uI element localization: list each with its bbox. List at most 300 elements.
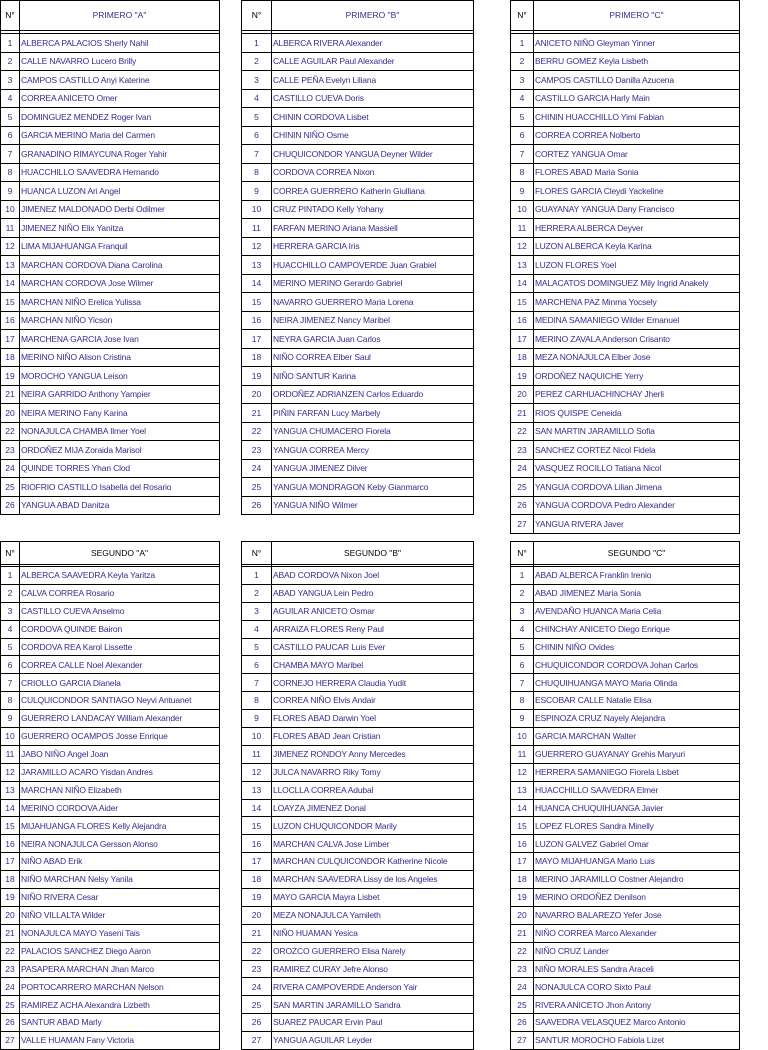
student-row — [242, 781, 474, 799]
number-column-header: N° — [511, 542, 534, 565]
student-number: 16 — [1, 835, 20, 853]
student-name: NEIRA NONAJULCA Gersson Alonso — [20, 835, 220, 853]
student-number: 13 — [242, 781, 272, 799]
student-row — [1, 52, 220, 71]
number-column-header: N° — [242, 542, 272, 565]
student-name: PEREZ CARHUACHINCHAY Jherli — [534, 385, 740, 404]
student-row — [1, 728, 220, 746]
student-name: NIÑO CORREA Elber Saul — [272, 348, 474, 367]
student-row — [511, 853, 740, 871]
student-number: 13 — [1, 781, 20, 799]
student-name: CHININ HUACCHILLO Yimi Fabian — [534, 108, 740, 127]
student-number: 19 — [242, 889, 272, 907]
student-row — [242, 656, 474, 674]
student-name: MARCHAN NIÑO Elizabeth — [20, 781, 220, 799]
student-number: 20 — [242, 906, 272, 924]
roster-table — [241, 0, 474, 515]
student-row — [511, 515, 740, 534]
student-name: HERRERA GARCIA Iris — [272, 237, 474, 256]
student-number: 26 — [242, 496, 272, 515]
student-name: CASTILLO PAUCAR Luis Ever — [272, 638, 474, 656]
student-number: 8 — [1, 163, 20, 182]
student-row — [242, 924, 474, 942]
student-number: 24 — [511, 978, 534, 996]
number-column-header: N° — [511, 1, 534, 31]
section-title: SEGUNDO "B" — [272, 542, 474, 565]
student-number: 17 — [242, 853, 272, 871]
student-number: 16 — [511, 311, 534, 330]
student-name: RIVERA ANICETO Jhon Antony — [534, 996, 740, 1014]
student-name: CALLE NAVARRO Lucero Brilly — [20, 52, 220, 71]
student-row — [511, 692, 740, 710]
student-number: 10 — [1, 728, 20, 746]
student-row — [511, 348, 740, 367]
student-number: 7 — [511, 145, 534, 164]
student-number: 27 — [242, 1032, 272, 1050]
student-name: ALBERCA PALACIOS Sherly Nahil — [20, 34, 220, 53]
student-row — [1, 853, 220, 871]
student-row — [242, 889, 474, 907]
student-number: 10 — [511, 728, 534, 746]
student-name: ALBERCA RIVERA Alexander — [272, 34, 474, 53]
student-number: 4 — [1, 620, 20, 638]
student-name: GUAYANAY YANGUA Dany Francisco — [534, 200, 740, 219]
student-name: SAN MARTIN JARAMILLO Sandra — [272, 996, 474, 1014]
student-number: 12 — [1, 237, 20, 256]
student-number: 23 — [242, 441, 272, 460]
student-number: 17 — [1, 853, 20, 871]
student-number: 16 — [242, 311, 272, 330]
student-number: 21 — [511, 924, 534, 942]
student-number: 7 — [242, 145, 272, 164]
student-row — [242, 237, 474, 256]
student-row — [1, 567, 220, 585]
student-row — [1, 817, 220, 835]
student-number: 9 — [1, 710, 20, 728]
student-name: LLOCLLA CORREA Adubal — [272, 781, 474, 799]
student-row — [511, 163, 740, 182]
student-name: HUANCA CHUQUIHUANGA Javier — [534, 799, 740, 817]
student-row — [242, 728, 474, 746]
student-row — [1, 638, 220, 656]
student-name: SANCHEZ CORTEZ Nicol Fidela — [534, 441, 740, 460]
roster-header-row — [511, 542, 740, 565]
student-row — [1, 889, 220, 907]
student-row — [1, 871, 220, 889]
student-row — [1, 367, 220, 386]
student-row — [511, 656, 740, 674]
student-name: ARRAIZA FLORES Reny Paul — [272, 620, 474, 638]
student-name: YANGUA CHUMACERO Fiorela — [272, 422, 474, 441]
student-number: 14 — [242, 799, 272, 817]
student-row — [511, 52, 740, 71]
student-row — [242, 584, 474, 602]
student-row — [1, 441, 220, 460]
student-name: NEIRA MERINO Fany Karina — [20, 404, 220, 423]
student-name: NONAJULCA CHAMBA Ilmer Yoel — [20, 422, 220, 441]
student-row — [1, 71, 220, 90]
student-row — [242, 34, 474, 53]
student-number: 24 — [242, 978, 272, 996]
student-name: FLORES ABAD Darwin Yoel — [272, 710, 474, 728]
student-number: 2 — [1, 584, 20, 602]
student-row — [511, 496, 740, 515]
roster-header-row — [511, 1, 740, 31]
student-name: CHUQUICONDOR YANGUA Deyner Wilder — [272, 145, 474, 164]
student-number: 13 — [242, 256, 272, 275]
student-number: 17 — [242, 330, 272, 349]
student-name: CALLE AGUILAR Paul Alexander — [272, 52, 474, 71]
student-number: 8 — [1, 692, 20, 710]
student-name: ABAD CORDOVA Nixon Joel — [272, 567, 474, 585]
student-name: YANGUA CORDOVA Pedro Alexander — [534, 496, 740, 515]
student-row — [242, 638, 474, 656]
student-row — [1, 256, 220, 275]
student-name: PORTOCARRERO MARCHAN Nelson — [20, 978, 220, 996]
student-number: 1 — [242, 34, 272, 53]
student-number: 5 — [511, 108, 534, 127]
student-name: RAMIREZ CURAY Jefre Alonso — [272, 960, 474, 978]
student-name: CHUQUIHUANGA MAYO Maria Olinda — [534, 674, 740, 692]
student-number: 1 — [511, 34, 534, 53]
student-row — [511, 256, 740, 275]
student-number: 7 — [242, 674, 272, 692]
student-name: RIVERA CAMPOVERDE Anderson Yair — [272, 978, 474, 996]
student-row — [511, 763, 740, 781]
student-row — [242, 71, 474, 90]
student-row — [511, 108, 740, 127]
student-name: CAMPOS CASTILLO Anyi Katerine — [20, 71, 220, 90]
student-number: 6 — [1, 126, 20, 145]
student-name: NIÑO VILLALTA Wilder — [20, 906, 220, 924]
student-name: CORTEZ YANGUA Omar — [534, 145, 740, 164]
student-name: MOROCHO YANGUA Leison — [20, 367, 220, 386]
student-name: FLORES ABAD Jean Cristian — [272, 728, 474, 746]
student-number: 12 — [242, 237, 272, 256]
student-name: CASTILLO GARCIA Harly Main — [534, 89, 740, 108]
student-row — [242, 763, 474, 781]
student-name: MARCHAN CORDOVA Diana Carolina — [20, 256, 220, 275]
student-name: YANGUA CORDOVA Lilian Jimena — [534, 478, 740, 497]
student-row — [511, 404, 740, 423]
student-row — [242, 835, 474, 853]
roster-table — [241, 541, 474, 1050]
student-name: ORDOÑEZ MIJA Zoraida Marisol — [20, 441, 220, 460]
student-row — [242, 620, 474, 638]
student-name: CRIOLLO GARCIA Dianela — [20, 674, 220, 692]
student-number: 21 — [242, 924, 272, 942]
student-name: CASTILLO CUEVA Doris — [272, 89, 474, 108]
student-name: GUERRERO LANDACAY William Alexander — [20, 710, 220, 728]
student-row — [1, 108, 220, 127]
student-number: 14 — [511, 799, 534, 817]
student-row — [242, 745, 474, 763]
student-name: YANGUA AGUILAR Leyder — [272, 1032, 474, 1050]
student-number: 5 — [1, 638, 20, 656]
student-name: NIÑO SANTUR Karina — [272, 367, 474, 386]
student-name: ESCOBAR CALLE Natalie Elisa — [534, 692, 740, 710]
student-number: 23 — [511, 960, 534, 978]
student-number: 22 — [1, 942, 20, 960]
student-name: ABAD JIMENEZ Maria Sonia — [534, 584, 740, 602]
student-number: 26 — [242, 1014, 272, 1032]
student-name: CORNEJO HERRERA Claudia Yudit — [272, 674, 474, 692]
student-row — [1, 710, 220, 728]
student-row — [1, 219, 220, 238]
student-row — [1, 145, 220, 164]
student-row — [242, 441, 474, 460]
student-row — [1, 496, 220, 515]
student-row — [1, 385, 220, 404]
student-name: ORDOÑEZ ADRIANZEN Carlos Eduardo — [272, 385, 474, 404]
student-row — [511, 422, 740, 441]
student-number: 22 — [511, 942, 534, 960]
student-name: CASTILLO CUEVA Anselmo — [20, 602, 220, 620]
student-row — [1, 942, 220, 960]
student-name: NONAJULCA MAYO Yaseni Tais — [20, 924, 220, 942]
student-name: NONAJULCA CORO Sixto Paul — [534, 978, 740, 996]
student-row — [242, 274, 474, 293]
student-number: 19 — [511, 367, 534, 386]
student-name: AGUILAR ANICETO Osmar — [272, 602, 474, 620]
student-row — [242, 1014, 474, 1032]
student-number: 26 — [511, 496, 534, 515]
section-title: PRIMERO "A" — [20, 1, 220, 31]
student-row — [511, 906, 740, 924]
student-name: VASQUEZ ROCILLO Tatiana Nicol — [534, 459, 740, 478]
student-number: 4 — [242, 89, 272, 108]
student-row — [242, 404, 474, 423]
student-row — [1, 781, 220, 799]
student-row — [511, 620, 740, 638]
student-number: 11 — [1, 745, 20, 763]
roster-table — [510, 0, 740, 534]
student-row — [242, 496, 474, 515]
number-column-header: N° — [242, 1, 272, 31]
student-row — [242, 674, 474, 692]
student-row — [1, 200, 220, 219]
student-name: SUAREZ PAUCAR Ervin Paul — [272, 1014, 474, 1032]
student-number: 5 — [242, 108, 272, 127]
student-name: QUINDE TORRES Yhan Clod — [20, 459, 220, 478]
student-number: 15 — [1, 293, 20, 312]
student-row — [511, 978, 740, 996]
section-title: PRIMERO "B" — [272, 1, 474, 31]
student-name: NIÑO MORALES Sandra Araceli — [534, 960, 740, 978]
student-number: 17 — [511, 853, 534, 871]
roster-table — [0, 0, 220, 515]
student-name: PALACIOS SANCHEZ Diego Aaron — [20, 942, 220, 960]
student-row — [242, 853, 474, 871]
student-row — [1, 459, 220, 478]
student-row — [511, 459, 740, 478]
student-name: YANGUA MONDRAGON Keby Gianmarco — [272, 478, 474, 497]
student-number: 1 — [511, 567, 534, 585]
student-name: JARAMILLO ACARO Yisdan Andres — [20, 763, 220, 781]
student-name: YANGUA CORREA Mercy — [272, 441, 474, 460]
student-row — [242, 348, 474, 367]
student-number: 24 — [1, 978, 20, 996]
student-row — [511, 835, 740, 853]
student-row — [242, 567, 474, 585]
student-number: 18 — [511, 871, 534, 889]
roster-header-row — [1, 542, 220, 565]
student-number: 16 — [511, 835, 534, 853]
student-row — [511, 441, 740, 460]
student-row — [511, 385, 740, 404]
student-number: 22 — [1, 422, 20, 441]
student-row — [511, 145, 740, 164]
student-number: 23 — [1, 441, 20, 460]
student-row — [511, 924, 740, 942]
student-name: HUANCA LUZON Ari Angel — [20, 182, 220, 201]
student-row — [242, 367, 474, 386]
student-row — [511, 996, 740, 1014]
student-number: 7 — [511, 674, 534, 692]
student-number: 14 — [1, 274, 20, 293]
student-name: CHAMBA MAYO Maribel — [272, 656, 474, 674]
student-name: YANGUA JIMENEZ Dilver — [272, 459, 474, 478]
student-number: 9 — [242, 182, 272, 201]
student-number: 24 — [511, 459, 534, 478]
section-title: PRIMERO "C" — [534, 1, 740, 31]
student-name: MARCHAN NIÑO Yicson — [20, 311, 220, 330]
student-number: 15 — [1, 817, 20, 835]
student-row — [511, 781, 740, 799]
student-row — [242, 817, 474, 835]
student-row — [242, 145, 474, 164]
student-name: OROZCO GUERRERO Elisa Narely — [272, 942, 474, 960]
student-number: 14 — [511, 274, 534, 293]
student-number: 14 — [242, 274, 272, 293]
student-row — [511, 799, 740, 817]
student-name: GARCIA MARCHAN Walter — [534, 728, 740, 746]
student-number: 11 — [242, 219, 272, 238]
student-number: 18 — [1, 871, 20, 889]
student-number: 19 — [1, 889, 20, 907]
student-row — [1, 620, 220, 638]
student-row — [242, 960, 474, 978]
student-row — [1, 799, 220, 817]
student-name: MERINO NIÑO Alison Cristina — [20, 348, 220, 367]
student-row — [511, 674, 740, 692]
student-number: 20 — [1, 906, 20, 924]
student-row — [511, 567, 740, 585]
student-number: 26 — [1, 496, 20, 515]
student-row — [242, 293, 474, 312]
student-row — [242, 942, 474, 960]
student-number: 9 — [511, 182, 534, 201]
student-name: YANGUA RIVERA Javer — [534, 515, 740, 534]
student-row — [511, 871, 740, 889]
student-number: 6 — [1, 656, 20, 674]
student-row — [1, 924, 220, 942]
student-number: 4 — [511, 89, 534, 108]
student-row — [242, 330, 474, 349]
student-name: FLORES ABAD Maria Sonia — [534, 163, 740, 182]
student-number: 1 — [1, 34, 20, 53]
student-name: FARFAN MERINO Ariana Massiell — [272, 219, 474, 238]
student-row — [1, 422, 220, 441]
student-number: 3 — [1, 602, 20, 620]
student-row — [1, 293, 220, 312]
number-column-header: N° — [1, 542, 20, 565]
student-number: 9 — [1, 182, 20, 201]
student-name: CALLE PEÑA Evelyn Liliana — [272, 71, 474, 90]
student-number: 7 — [1, 674, 20, 692]
student-row — [1, 311, 220, 330]
student-number: 2 — [511, 584, 534, 602]
student-name: GUERRERO OCAMPOS Josse Enrique — [20, 728, 220, 746]
student-number: 19 — [242, 367, 272, 386]
student-row — [242, 871, 474, 889]
roster-header-row — [1, 1, 220, 31]
student-name: NEIRA JIMENEZ Nancy Maribel — [272, 311, 474, 330]
student-row — [242, 182, 474, 201]
student-number: 18 — [511, 348, 534, 367]
student-name: GARCIA MERINO Maria del Carmen — [20, 126, 220, 145]
student-number: 12 — [1, 763, 20, 781]
student-number: 21 — [511, 404, 534, 423]
student-number: 15 — [242, 293, 272, 312]
student-number: 10 — [511, 200, 534, 219]
student-row — [511, 889, 740, 907]
student-number: 24 — [242, 459, 272, 478]
student-number: 10 — [1, 200, 20, 219]
student-number: 13 — [1, 256, 20, 275]
student-name: NIÑO HUAMAN Yesica — [272, 924, 474, 942]
student-number: 9 — [242, 710, 272, 728]
student-number: 22 — [511, 422, 534, 441]
student-name: SANTUR ABAD Marly — [20, 1014, 220, 1032]
student-number: 16 — [1, 311, 20, 330]
student-number: 26 — [511, 1014, 534, 1032]
student-name: NIÑO CRUZ Lander — [534, 942, 740, 960]
student-row — [511, 71, 740, 90]
student-number: 10 — [242, 728, 272, 746]
student-row — [1, 348, 220, 367]
student-row — [511, 710, 740, 728]
student-number: 18 — [242, 348, 272, 367]
student-row — [1, 763, 220, 781]
number-column-header: N° — [1, 1, 20, 31]
student-row — [242, 710, 474, 728]
student-name: MALACATOS DOMINGUEZ Mily Ingrid Anakely — [534, 274, 740, 293]
student-number: 6 — [511, 126, 534, 145]
student-number: 7 — [1, 145, 20, 164]
student-name: MARCHAN SAAVEDRA Lissy de los Angeles — [272, 871, 474, 889]
student-name: MERINO ZAVALA Anderson Crisanto — [534, 330, 740, 349]
student-number: 10 — [242, 200, 272, 219]
student-name: MEDINA SAMANIEGO Wilder Emanuel — [534, 311, 740, 330]
student-name: MAYO MIJAHUANGA Mario Luis — [534, 853, 740, 871]
student-name: MERINO CORDOVA Aider — [20, 799, 220, 817]
student-number: 8 — [242, 163, 272, 182]
student-row — [242, 311, 474, 330]
student-row — [1, 237, 220, 256]
student-name: NIÑO MARCHAN Nelsy Yanila — [20, 871, 220, 889]
student-number: 22 — [242, 422, 272, 441]
student-row — [511, 293, 740, 312]
roster-header-row — [242, 542, 474, 565]
student-row — [242, 108, 474, 127]
student-row — [242, 163, 474, 182]
student-number: 16 — [242, 835, 272, 853]
student-name: NIÑO RIVERA Cesar — [20, 889, 220, 907]
student-name: HERRERA ALBERCA Deyver — [534, 219, 740, 238]
student-number: 25 — [242, 478, 272, 497]
student-row — [511, 817, 740, 835]
